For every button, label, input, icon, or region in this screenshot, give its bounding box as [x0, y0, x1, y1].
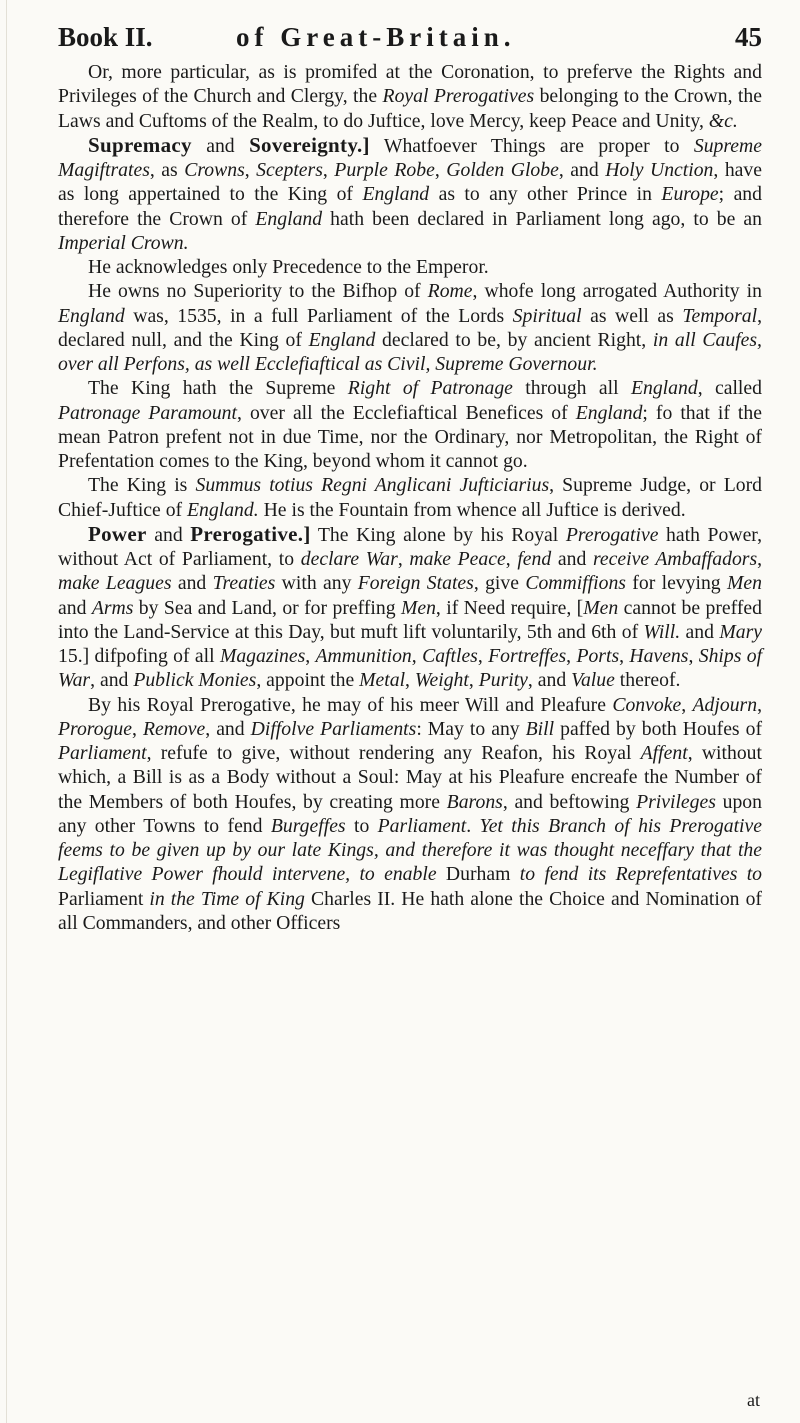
paragraph-patronage: The King hath the Supreme Right of Patronage through all England, called Patronage Paramount, over all the Ecclefiaftical Benefices of England; fo that if the mean Patron prefent not in due Time, nor the Ordinary, nor Metropolitan, the Right of Prefentation comes to the King, beyond whom it cannot go.	[58, 377, 762, 472]
paragraph-superiority: He owns no Superiority to the Bifhop of Rome, whofe long arrogated Authority in England was, 1535, in a full Parliament of the Lords Spiritual as well as Temporal, declared null, and the King of England declared to be, by ancient Right, in all Caufes, over all Perfons, as well Ecclefiaftical as Civil, Supreme Governour.	[58, 280, 762, 375]
running-header	[58, 14, 762, 60]
paragraph-power-prerogative: Power and Prerogative.] The King alone by his Royal Prerogative hath Power, without Act of Parliament, to declare War, make Peace, fend and receive Ambaffadors, make Leagues and Treaties with any Foreign States, give Commiffions for levying Men and Arms by Sea and Land, or for preffing Men, if Need require, [Men cannot be preffed into the Land-Service at this Day, but muft lift voluntarily, 5th and 6th of Will. and Mary 15.] difpofing of all Magazines, Ammunition, Caftles, Fortreffes, Ports, Havens, Ships of War, and Publick Monies, appoint the Metal, Weight, Purity, and Value thereof.	[58, 521, 763, 692]
paragraph-parliaments: By his Royal Prerogative, he may of his meer Will and Pleafure Convoke, Adjourn, Prorogue, Remove, and Diffolve Parliaments: May to any Bill paffed by both Houfes of Parliament, refufe to give, without rendering any Reafon, his Royal Affent, without which, a Bill is as a Body without a Soul: May at his Pleafure encreafe the Number of the Members of both Houfes, by creating more Barons, and beftowing Privileges upon any other Towns to fend Burgeffes to Parliament. Yet this Branch of his Prerogative feems to be given up by our late Kings, and therefore it was thought neceffary that the Legiflative Power fhould intervene, to enable Durham to fend its Reprefentatives to Parliament in the Time of King Charles II. He hath alone the Choice and Nomination of all Commanders, and other Officers	[58, 693, 763, 934]
header-title: of Great-Britain.	[236, 22, 516, 52]
header-page-number: 45	[735, 22, 762, 52]
paragraph-coronation: Or, more particular, as is promifed at the Coronation, to preferve the Rights and Privileges of the Church and Clergy, the Royal Prerogatives belonging to the Crown, the Laws and Cuftoms of the Realm, to do Juftice, love Mercy, keep Peace and Unity, &c.	[58, 61, 762, 132]
catchword: at	[747, 1390, 760, 1410]
header-book-label: Book II.	[58, 22, 153, 52]
paragraph-supremacy: Supremacy and Sovereignty.] Whatfoever Things are proper to Supreme Magiftrates, as Crowns, Scepters, Purple Robe, Golden Globe, and Holy Unction, have as long appertained to the King of England as to any other Prince in Europe; and therefore the Crown of England hath been declared in Parliament long ago, to be an Imperial Crown.	[58, 132, 762, 254]
body-text	[58, 60, 762, 935]
paragraph-precedence: He acknowledges only Precedence to the Emperor.	[88, 256, 489, 278]
paragraph-justice: The King is Summus totius Regni Anglicani Jufticiarius, Supreme Judge, or Lord Chief-Juftice of England. He is the Fountain from whence all Juftice is derived.	[58, 474, 762, 521]
